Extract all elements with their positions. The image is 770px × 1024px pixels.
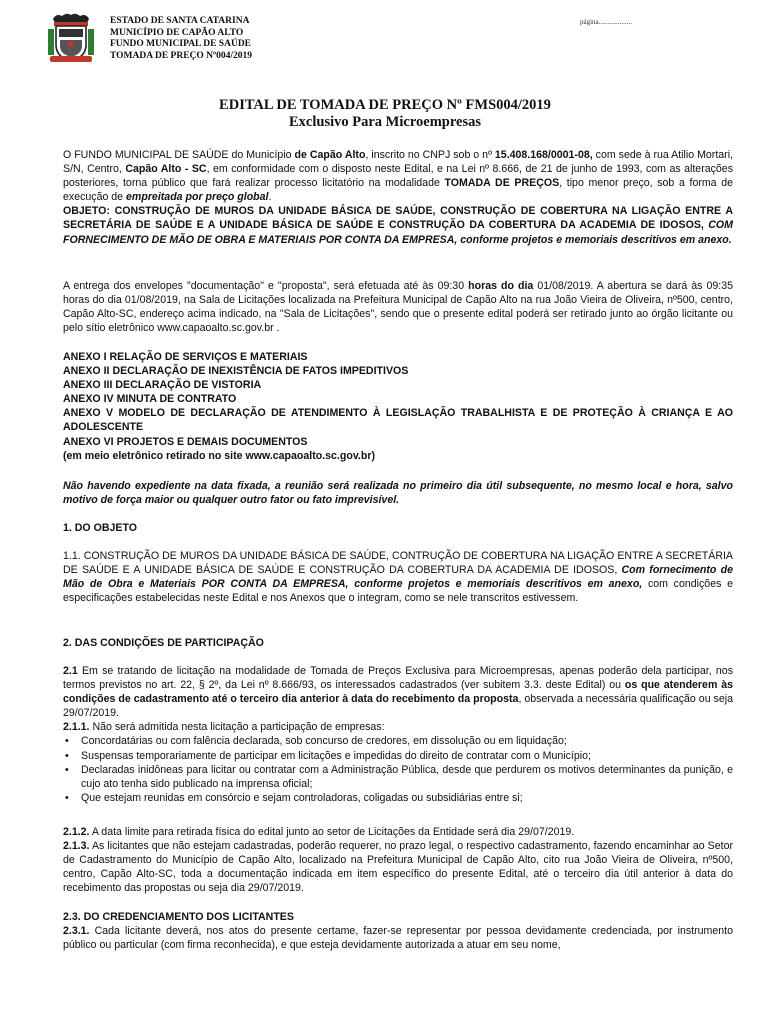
municipal-crest-icon <box>44 11 98 65</box>
list-item: • Suspensas temporariamente de participar em licitações e impedidas do direito de contratar com o Município; <box>63 749 733 763</box>
page-number-label: página................... <box>580 18 632 26</box>
section-2-3-heading: 2.3. DO CREDENCIAMENTO DOS LICITANTES <box>63 911 294 923</box>
delivery-paragraph: A entrega dos envelopes "documentação" e "proposta", será efetuada até às 09:30 horas do dia 01/08/2019. A abertura se dará às 09:35 horas do dia 01/08/2019, na Sala de Licitações localizada na Prefeitura Municipal de Capão Alto na rua João Vieira de Oliveira, nº500, centro, Capão Alto-SC, endereço acima indicado, na "Sala de Licitações", sendo que o presente edital poderá ser retirado junto ao órgão licitante ou pelo sítio eletrônico www.capaoalto.sc.gov.br . <box>63 280 734 335</box>
letterhead-municipality: MUNICÍPIO DE CAPÃO ALTO <box>110 27 244 38</box>
list-item: • Concordatárias ou com falência declarada, sob concurso de credores, em dissolução ou em liquidação; <box>63 734 733 748</box>
letterhead <box>110 16 252 62</box>
annex-list <box>63 350 733 463</box>
exclusion-list <box>63 734 733 804</box>
section-1-heading: 1. DO OBJETO <box>63 522 137 534</box>
annex-item: ANEXO I RELAÇÃO DE SERVIÇOS E MATERIAIS <box>63 351 308 363</box>
letterhead-tender: TOMADA DE PREÇO Nº004/2019 <box>110 50 253 61</box>
annex-item: ANEXO IV MINUTA DE CONTRATO <box>63 393 237 406</box>
list-item: • Que estejam reunidas em consórcio e sejam controladoras, coligadas ou subsidiárias entre si; <box>63 791 733 805</box>
intro-paragraph: O FUNDO MUNICIPAL DE SAÚDE do Município de Capão Alto, inscrito no CNPJ sob o nº 15.408.168/0001-08, com sede à rua Atilio Mortari, S/N, Centro, Capão Alto - SC, em conformidade com o disposto neste Edital, e na Lei nº 8.666, de 21 de junho de 1993, com as alterações posteriores, torna público que fará realizar processo licitatório na modalidade TOMADA DE PREÇOS, tipo menor preço, sob a forma de execução de empreitada por preço global. OBJETO: CONSTRUÇÃO DE MUROS DA UNIDADE BÁSICA DE SAÚDE, CONSTRUÇÃO DE COBERTURA NA LIGAÇÃO ENTRE A SECRETÁRIA DE SAÚDE E A UNIDADE BÁSICA DE SAÚDE E CONSTRUÇÃO DA COBERTURA DA ACADEMIA DE IDOSOS, COM FORNECIMENTO DE MÃO DE OBRA E MATERIAIS POR CONTA DA EMPRESA, conforme projetos e memoriais descritivos em anexo. <box>63 149 734 246</box>
section-2-content: 2.1 Em se tratando de licitação na modalidade de Tomada de Preços Exclusiva para Microempresas, apenas poderão dela participar, nos termos previstos no art. 22, § 2º, da Lei nº 8.666/93, os interessados cadastrados (ver subitem 3.3. deste Edital) ou os que atenderem às condições de cadastramento até o terceiro dia anterior à data do recebimento da proposta, observada a necessária qualificação ou seja 29/07/2019. 2.1.1. Não será admitida nesta licitação a participação de empresas: • Concordatárias ou com falência declarada, sob concurso de credores, em dissolução ou em liquidação; • Suspensas temporariamente de participar em licitações e impedidas do direito de contratar com o Município; • Declaradas inidôneas para licitar ou contratar com a Administração Pública, desde que perdurem os motivos determinantes da punição, e cujo ato tenha sido publicado na imprensa oficial; • Que estejam reunidas em consórcio e sejam controladoras, coligadas ou subsidiárias entre si; <box>63 664 733 805</box>
annex-item: ANEXO VI PROJETOS E DEMAIS DOCUMENTOS <box>63 435 308 448</box>
letterhead-state: ESTADO DE SANTA CATARINA <box>110 16 250 26</box>
section-2-3: 2.3. DO CREDENCIAMENTO DOS LICITANTES 2.3.1. Cada licitante deverá, nos atos do presente certame, fazer-se representar por pessoa devidamente credenciada, por instrumento público ou particular (com firma reconhecida), e que esteja devidamente autorizada a atuar em seu nome, <box>63 911 733 952</box>
title-subtitle: Exclusivo Para Microempresas <box>289 114 481 130</box>
section-1-paragraph: 1.1. CONSTRUÇÃO DE MUROS DA UNIDADE BÁSICA DE SAÚDE, CONTRUÇÃO DE COBERTURA NA LIGAÇÃO ENTRE A SECRETÁRIA DE SAÚDE E A UNIDADE BÁSICA DE SAÚDE E CONSTRUÇÃO DA COBERTURA DA ACADEMIA DE IDOSOS, Com fornecimento de Mão de Obra e Materiais POR CONTA DA EMPRESA, conforme projetos e memoriais descritivos em anexo, com condições e especificações estabelecidas neste Edital e nos Anexos que o integram, como se nele transcritos estivessem. <box>63 550 733 605</box>
annex-item: ANEXO II DECLARAÇÃO DE INEXISTÊNCIA DE FATOS IMPEDITIVOS <box>63 365 409 378</box>
title-main: EDITAL DE TOMADA DE PREÇO Nº FMS004/2019 <box>219 97 551 113</box>
list-item: • Declaradas inidôneas para licitar ou contratar com a Administração Pública, desde que perdurem os motivos determinantes da punição, e cujo ato tenha sido publicado na imprensa oficial; <box>63 763 733 791</box>
annex-item: ANEXO III DECLARAÇÃO DE VISTORIA <box>63 379 262 392</box>
object-statement: OBJETO: CONSTRUÇÃO DE MUROS DA UNIDADE BÁSICA DE SAÚDE, CONSTRUÇÃO DE COBERTURA NA LIGAÇÃO ENTRE A SECRETÁRIA DE SAÚDE E A UNIDADE BÁSICA DE SAÚDE E CONSTRUÇÃO DA COBERTURA DA ACADEMIA DE IDOSOS, COM FORNECIMENTO DE MÃO DE OBRA E MATERIAIS POR CONTA DA EMPRESA, conforme projetos e memoriais descritivos em anexo. <box>63 205 733 246</box>
annex-item: (em meio eletrônico retirado no site www.capaoalto.sc.gov.br) <box>63 449 375 462</box>
letterhead-fund: FUNDO MUNICIPAL DE SAÚDE <box>110 39 252 49</box>
notice-paragraph: Não havendo expediente na data fixada, a reunião será realizada no primeiro dia útil subsequente, no mesmo local e hora, salvo motivo de força maior ou qualquer outro fator ou fato imprevisível. <box>63 480 733 507</box>
document-title <box>0 97 770 131</box>
annex-item: ANEXO V MODELO DE DECLARAÇÃO DE ATENDIMENTO À LEGISLAÇÃO TRABALHISTA E DE PROTEÇÃO À CRIANÇA E AO ADOLESCENTE <box>63 407 733 434</box>
section-2-1-2: 2.1.2. A data limite para retirada física do edital junto ao setor de Licitações da Entidade será dia 29/07/2019. 2.1.3. As licitantes que não estejam cadastradas, poderão requerer, no prazo legal, o respectivo cadastramento, fazendo encaminhar ao Setor de Cadastramento do Município de Capão Alto, localizado na Prefeitura Municipal de Capão Alto, cito rua João Vieira de Oliveira, nº500, centro, Capão Alto-SC, toda a documentação indicada em item específico do presente Edital, até o terceiro dia útil anterior à data do recebimento das propostas ou seja dia 29/07/2019. <box>63 826 733 895</box>
section-2-heading: 2. DAS CONDIÇÕES DE PARTICIPAÇÃO <box>63 637 264 649</box>
